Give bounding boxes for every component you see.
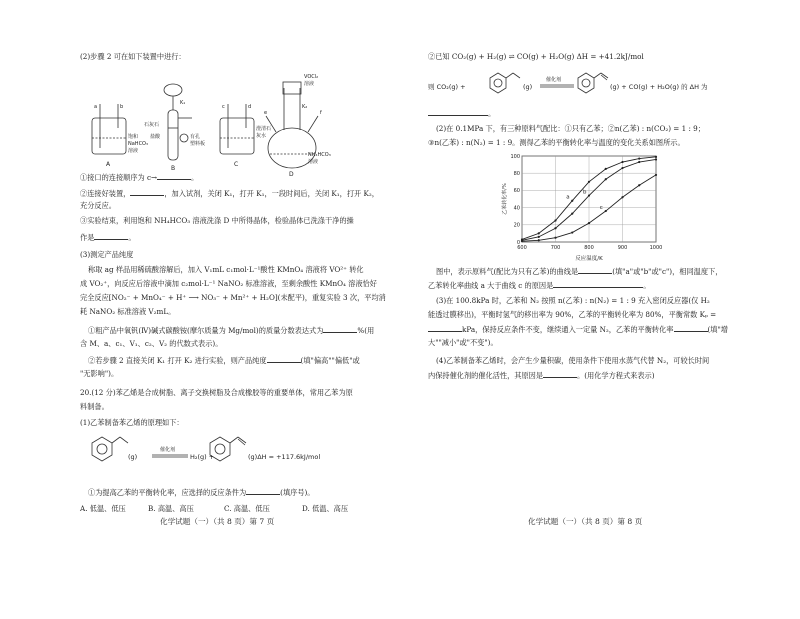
y-tick-label: 20: [513, 222, 520, 229]
r-reaction-catalyst: 催化剂: [546, 77, 562, 83]
b-right-label-2: 塑料板: [190, 141, 206, 147]
data-point-b: [571, 213, 573, 215]
y-tick-label: 100: [510, 153, 520, 160]
q2-2-cont: 充分反应。: [80, 201, 116, 210]
left-page-footer: 化学试题（一）（共 8 页）第 7 页: [160, 517, 275, 526]
data-point-b: [538, 236, 540, 238]
conversion-chart: [500, 150, 670, 262]
q20-intro: 20.(12 分)苯乙烯是合成树脂、离子交换树脂及合成橡胶等的重要单体，常用乙苯为原: [80, 388, 353, 397]
c-side-label-2: 灰水: [256, 133, 267, 139]
data-point-c: [571, 231, 573, 233]
answer-blank[interactable]: [246, 487, 280, 495]
data-point-b: [554, 227, 556, 229]
x-tick-label: 700: [550, 245, 561, 251]
data-point-c: [554, 237, 556, 239]
tube-b: [168, 110, 178, 160]
data-point-a: [571, 200, 573, 202]
port-f-label: f: [320, 110, 322, 116]
option-b: B. 高温、高压: [148, 504, 194, 513]
port-d-label: d: [248, 104, 252, 110]
r-line-5: ③n(乙苯) : n(N₂) = 1 : 9。测得乙苯的平衡转化率与温度的变化关系如图所示。: [428, 138, 685, 147]
b-right-label-1: 有孔: [190, 134, 201, 140]
q3-para-2: 成 VO₂⁺，向反应后溶液中滴加 c₂mol·L⁻¹ NaNO₂ 标准溶液，至剩余酸性 KMnO₄ 溶液恰好: [80, 279, 377, 288]
reaction-end: (g)ΔH = +117.6kJ/mol: [248, 453, 321, 461]
x-tick-label: 600: [517, 245, 527, 251]
a-side-label-2: NaHCO₃: [128, 141, 148, 147]
r-line-11: 大""减小"或"不变")。: [428, 338, 498, 347]
b-left-label-1: 石灰石: [144, 122, 160, 128]
reaction-g1: (g): [128, 453, 138, 461]
q3-2-line: ②若步骤 2 直接关闭 K₁ 打开 K₂ 进行实验，则产品纯度 (填"偏高""偏低"或: [88, 356, 360, 365]
answer-blank[interactable]: [553, 280, 643, 288]
answer-blank[interactable]: [323, 325, 357, 333]
answer-blank[interactable]: [267, 355, 301, 363]
reaction-figure: [80, 433, 380, 475]
y-tick-label: 0: [516, 239, 520, 246]
r-line-3: 。: [428, 108, 495, 118]
c-side-label-1: 澄清石: [256, 126, 272, 132]
option-d: D. 低温、高压: [302, 504, 349, 513]
r-line-12: (4)乙苯制备苯乙烯时，会产生少量积碳，使用条件下使用水蒸气代替 N₂，可较长时间: [436, 356, 710, 365]
apparatus-figure: [80, 68, 345, 180]
reaction-catalyst: 催化剂: [160, 447, 176, 453]
answer-blank[interactable]: [94, 232, 128, 240]
r-reaction-g: (g): [523, 83, 533, 91]
d-right-label-2: 溶液: [308, 159, 319, 165]
answer-blank[interactable]: [578, 266, 612, 274]
data-point-b: [638, 161, 640, 163]
series-label-a: a: [566, 194, 570, 201]
r-line-8: (3)在 100.8kPa 时，乙苯和 N₂ 按照 n(乙苯) : n(N₂) = 1 : 9 充入密闭反应器(仅 H₂: [436, 296, 710, 305]
label-a: A: [106, 161, 111, 168]
data-point-b: [605, 178, 607, 180]
answer-blank[interactable]: [674, 324, 708, 332]
x-tick-label: 900: [617, 245, 628, 251]
port-b-label: b: [120, 104, 124, 110]
q20-1-1-line: ①为提高乙苯的平衡转化率，应选择的反应条件为 (填序号)。: [88, 488, 315, 497]
q2-3-cont: 作是 。: [80, 233, 136, 242]
r-line-4: (2)在 0.1MPa 下，有三种原料气配比：①只有乙苯；②n(乙苯) : n(CO₂) = 1 : 9；: [436, 124, 705, 133]
a-side-label-1: 饱和: [128, 134, 139, 140]
b-left-label-2: 盐酸: [150, 134, 161, 140]
right-page: [400, 0, 800, 619]
x-tick-label: 800: [584, 245, 594, 251]
d-k-label: K₂: [302, 104, 308, 110]
answer-blank[interactable]: [130, 188, 164, 196]
q20-1-title: (1)乙苯制备苯乙烯的原理如下：: [80, 418, 184, 427]
q20-intro-cont: 料制备。: [80, 402, 109, 411]
q3-1-line: ①粗产品中氧钒(Ⅳ)碱式碳酸铵(摩尔质量为 Mg/mol)的质量分数表达式为 %(用: [88, 326, 375, 335]
x-tick-label: 1000: [649, 245, 663, 251]
data-point-a: [554, 219, 556, 221]
r-styrene-ring: [578, 73, 594, 93]
answer-blank[interactable]: [157, 172, 191, 180]
x-axis-label: 反应温度/K: [575, 256, 603, 262]
b-k-label: K₁: [180, 100, 186, 106]
y-tick-label: 60: [513, 188, 520, 195]
q3-2-cont: "无影响")。: [80, 369, 119, 378]
port-e-label: e: [264, 110, 268, 116]
right-page-footer: 化学试题（一）（共 8 页）第 8 页: [528, 517, 643, 526]
data-point-c: [605, 210, 607, 212]
reaction-middle: H₂(g) +: [190, 453, 215, 461]
q2-title: (2)步骤 2 可在如下装置中进行：: [80, 52, 186, 61]
option-a: A. 低温、低压: [80, 504, 126, 513]
r-line-10: kPa，保持反应条件不变，继续通入一定量 N₂，乙苯的平衡转化率 (填"增: [428, 324, 728, 334]
r-line-9: 能透过膜移出)，平衡时氢气的移出率为 90%，乙苯的平衡转化率为 80%，平衡常数 Kₚ =: [428, 310, 717, 319]
r-reaction-figure: [428, 70, 768, 100]
r-line-13: 内保持催化剂的催化活性，其原因是 。(用化学方程式来表示): [428, 371, 655, 380]
q3-title: (3)测定产品纯度: [80, 250, 134, 259]
option-c: C. 高温、低压: [224, 504, 270, 513]
q2-1-line: ①接口的连接顺序为 c→ 。: [80, 173, 199, 182]
data-point-c: [588, 222, 590, 224]
q3-para-4: 耗 NaNO₂ 标准溶液 V₂mL。: [80, 307, 176, 316]
data-point-c: [621, 196, 623, 198]
r-line-7: 乙苯转化率曲线 a 大于曲线 c 的原因是 。: [428, 281, 651, 290]
r-reaction-start: 则 CO₂(g) +: [428, 83, 466, 91]
q3-para-1: 称取 ag 样品用稀硫酸溶解后，加入 V₁mL c₁mol·L⁻¹酸性 KMnO₄ 溶液将 VO²⁺ 转化: [88, 265, 364, 274]
answer-blank[interactable]: [543, 370, 577, 378]
a-side-label-3: 溶液: [128, 148, 139, 154]
label-d: D: [289, 171, 294, 178]
port-c-label: c: [222, 104, 225, 110]
data-point-c: [655, 174, 657, 176]
ethylbenzene-ring: [92, 437, 112, 461]
data-point-b: [621, 167, 623, 169]
series-label-c: c: [599, 205, 603, 212]
answer-blank[interactable]: [428, 108, 488, 116]
data-point-c: [521, 240, 523, 242]
data-point-c: [638, 184, 640, 186]
bottle-c: [220, 118, 254, 154]
y-tick-label: 40: [513, 205, 520, 212]
q2-2-line: ②连接好装置， ，加入试剂，关闭 K₁，打开 K₁，一段时间后，关闭 K₁，打开 K₂，: [80, 189, 379, 198]
d-right-label-1: NH₄HCO₃: [308, 152, 331, 158]
bottle-a: [92, 118, 126, 154]
r-ethylbenzene-ring: [490, 73, 506, 93]
data-point-b: [588, 194, 590, 196]
r-reaction-end: (g) + CO(g) + H₂O(g) 的 ΔH 为: [610, 83, 708, 91]
q3-1-cont: 含 M、a、c₁、V₁、c₂、V₂ 的代数式表示)。: [80, 339, 223, 348]
funnel-b: [164, 84, 182, 96]
data-point-a: [605, 168, 607, 170]
y-axis-label: 乙苯转化率/%: [502, 183, 508, 215]
data-point-a: [638, 157, 640, 159]
q2-3-line: ③实验结束，利用饱和 NH₄HCO₃ 溶液洗涤 D 中所得晶体，检验晶体已洗涤干净的操: [80, 216, 354, 225]
d-top-label-2: 溶液: [304, 81, 315, 87]
d-top-label-1: VOCl₂: [304, 74, 319, 80]
port-a-label: a: [94, 104, 98, 110]
answer-blank[interactable]: [428, 324, 462, 332]
label-c: C: [234, 161, 239, 168]
r-line-1: ②已知 CO₂(g) + H₂(g) ⇌ CO(g) + H₂O(g) ΔH = +41.2kJ/mol: [428, 52, 644, 61]
data-point-a: [538, 232, 540, 234]
data-point-c: [538, 239, 540, 241]
label-b: B: [171, 165, 176, 172]
series-label-b: b: [583, 189, 587, 196]
q3-para-3: 完全反应[NO₂⁻ + MnO₄⁻ + H⁺ ⟶ NO₃⁻ + Mn²⁺ + H₂O](未配平)，重复实验 3 次，平均消: [80, 293, 386, 302]
y-tick-label: 80: [513, 171, 520, 177]
r-line-6: 图中，表示原料气(配比为只有乙苯)的曲线是 (填"a"或"b"或"c")，相同温度下，: [436, 267, 723, 276]
data-point-b: [655, 158, 657, 160]
data-point-a: [655, 156, 657, 158]
data-point-a: [588, 181, 590, 183]
data-point-a: [621, 161, 623, 163]
